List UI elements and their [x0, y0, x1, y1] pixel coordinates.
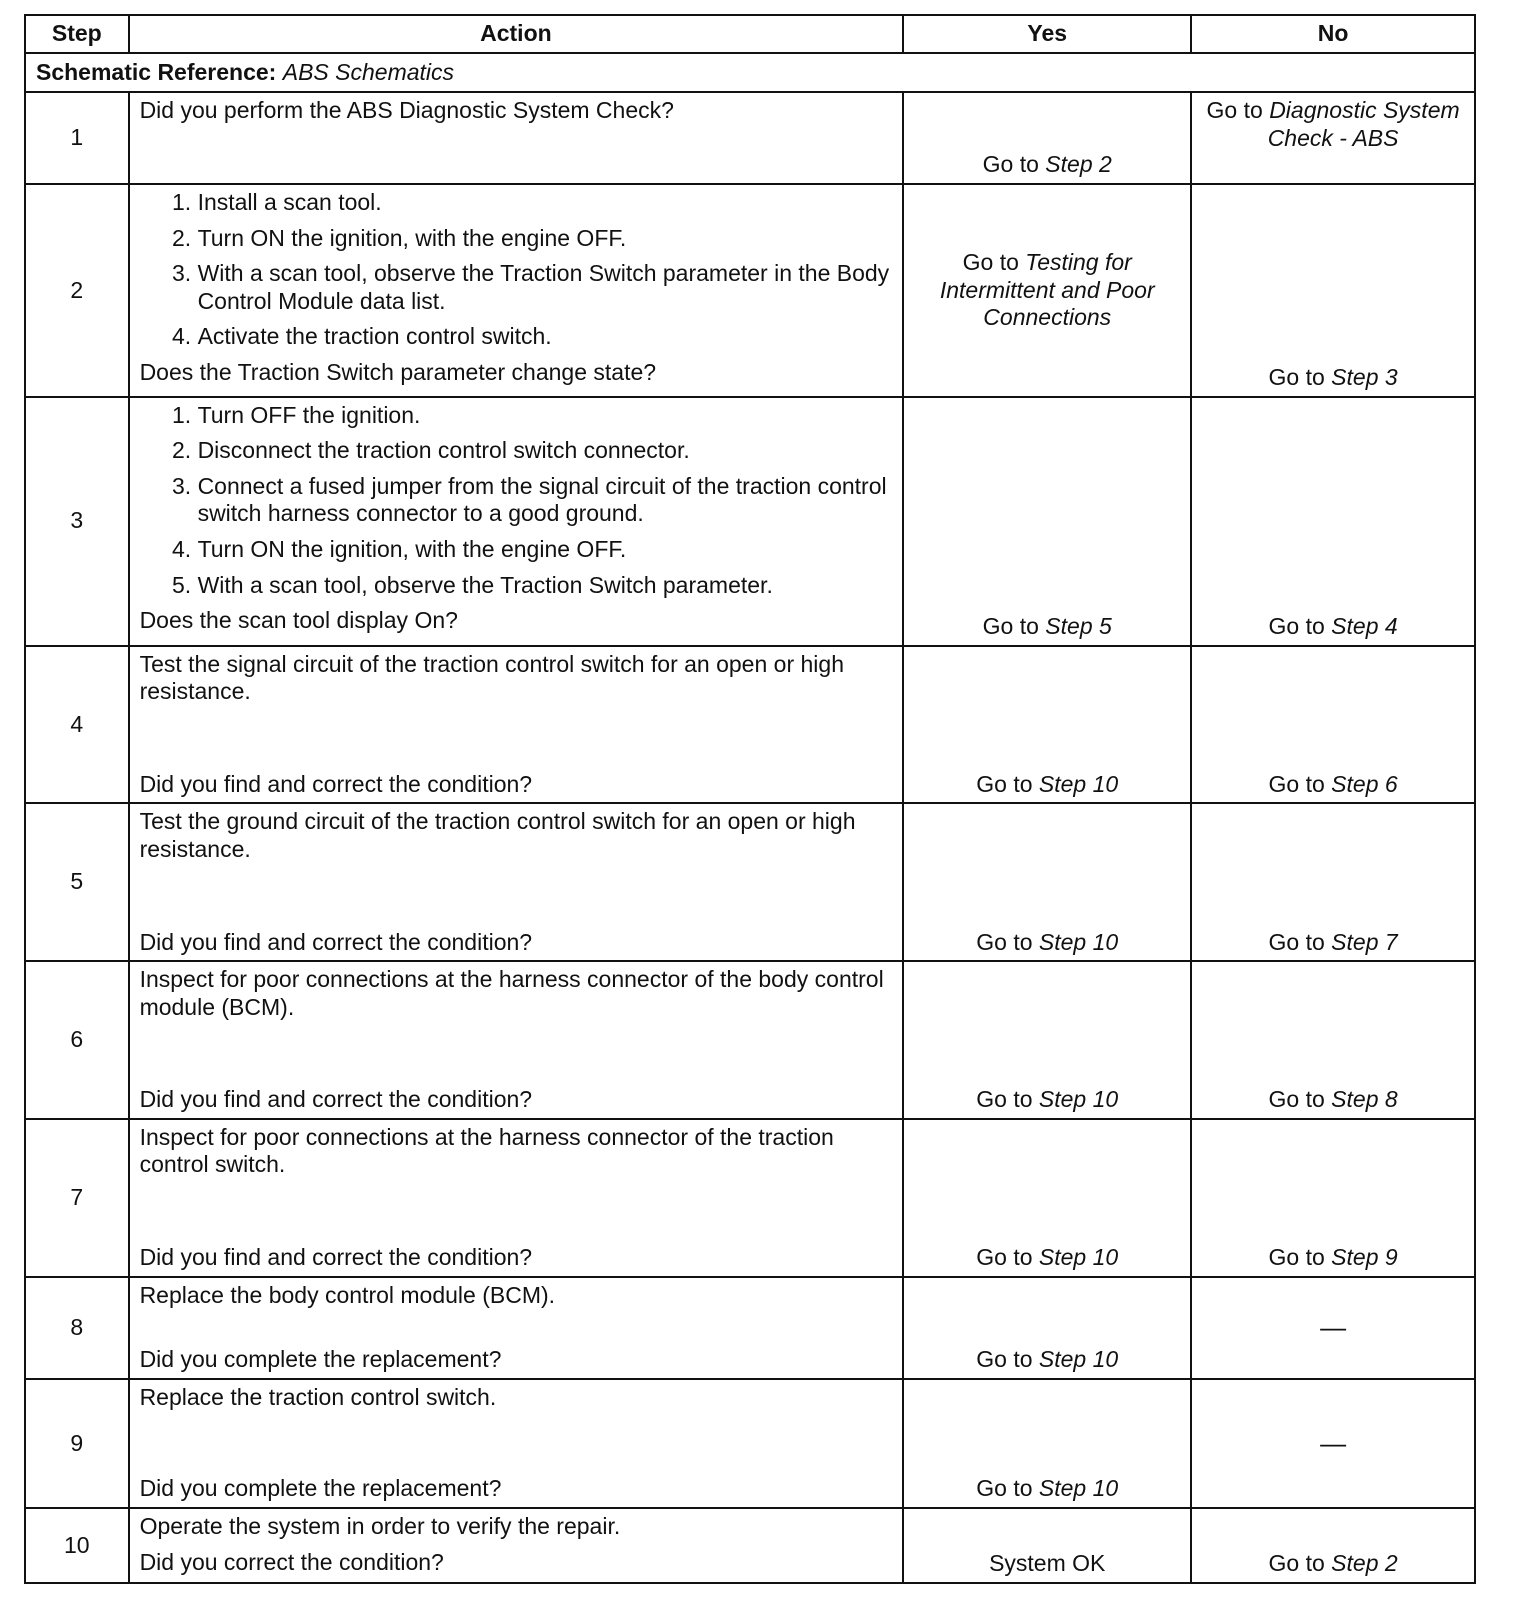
no-cell — [1191, 397, 1475, 646]
schematic-reference-row — [25, 53, 1475, 92]
no-cell — [1191, 646, 1475, 804]
action-cell — [129, 961, 904, 1119]
action-description: Replace the body control module (BCM). — [139, 1281, 556, 1308]
step-number: 1 — [25, 92, 129, 184]
action-description: Inspect for poor connections at the harness connector of the body control module (BCM). — [139, 966, 884, 1020]
header-yes: Yes — [903, 15, 1191, 53]
no-target: Step 9 — [1331, 1243, 1398, 1270]
action-cell — [129, 646, 904, 804]
step-number: 9 — [25, 1379, 129, 1508]
go-to-text: Go to — [1268, 613, 1325, 640]
substep: 3. With a scan tool, observe the Traction Switch parameter in the Body Control Module data list. — [198, 260, 893, 315]
go-to-text: Go to — [982, 151, 1039, 178]
go-to-text: Go to — [1268, 928, 1325, 955]
step-number: 10 — [25, 1508, 129, 1583]
action-question: Did you find and correct the condition? — [139, 928, 533, 955]
yes-target: Step 10 — [1038, 1475, 1119, 1502]
go-to-text: Go to — [976, 1086, 1033, 1113]
action-description: Operate the system in order to verify the repair. — [139, 1512, 621, 1539]
action-cell — [129, 1277, 904, 1379]
go-to-text: Go to — [976, 1243, 1033, 1270]
table-row — [25, 1119, 1475, 1277]
action-question: Did you correct the condition? — [139, 1548, 444, 1575]
go-to-text: Go to — [1268, 770, 1325, 797]
step-number: 6 — [25, 961, 129, 1119]
diagnostic-table — [24, 14, 1476, 1584]
action-description: Did you perform the ABS Diagnostic System Check? — [139, 96, 674, 123]
yes-target: Step 10 — [1038, 1243, 1119, 1270]
yes-target: Testing for Intermittent and Poor Connections — [939, 248, 1155, 331]
action-cell — [129, 184, 904, 397]
no-dash: — — [1191, 1277, 1475, 1379]
yes-cell — [903, 803, 1191, 961]
no-target: Step 6 — [1331, 770, 1398, 797]
go-to-text: Go to — [1268, 1550, 1325, 1577]
no-target: Step 2 — [1331, 1550, 1398, 1577]
header-row — [25, 15, 1475, 53]
action-question: Did you find and correct the condition? — [139, 1086, 533, 1113]
action-cell — [129, 92, 904, 184]
step-number: 7 — [25, 1119, 129, 1277]
action-description: Test the signal circuit of the traction control switch for an open or high resistance. — [139, 650, 844, 705]
table-row — [25, 1277, 1475, 1379]
no-cell — [1191, 92, 1475, 184]
no-target: Diagnostic System Check - ABS — [1267, 96, 1460, 151]
go-to-text: Go to — [1206, 96, 1263, 123]
action-question: Did you find and correct the condition? — [139, 770, 533, 797]
table-row — [25, 646, 1475, 804]
action-question: Did you complete the replacement? — [139, 1346, 502, 1373]
header-no: No — [1191, 15, 1475, 53]
go-to-text: Go to — [982, 613, 1039, 640]
table-row — [25, 803, 1475, 961]
schematic-reference-label: Schematic Reference: — [36, 58, 277, 85]
yes-cell — [903, 646, 1191, 804]
table-row — [25, 92, 1475, 184]
action-cell — [129, 397, 904, 646]
schematic-reference — [25, 53, 1475, 92]
table-row — [25, 961, 1475, 1119]
yes-cell — [903, 397, 1191, 646]
no-cell — [1191, 961, 1475, 1119]
table-row — [25, 397, 1475, 646]
substep: 1. Install a scan tool. — [198, 189, 893, 217]
yes-cell — [903, 1119, 1191, 1277]
yes-target: Step 10 — [1038, 928, 1119, 955]
yes-target: Step 10 — [1038, 1346, 1119, 1373]
action-description: Test the ground circuit of the traction control switch for an open or high resistance. — [139, 808, 856, 862]
substep: 3. Connect a fused jumper from the signal circuit of the traction control switch harness connector to a good ground. — [198, 473, 893, 528]
step-number: 3 — [25, 397, 129, 646]
go-to-text: Go to — [1268, 364, 1325, 391]
table-row — [25, 1379, 1475, 1508]
step-number: 4 — [25, 646, 129, 804]
no-target: Step 7 — [1331, 928, 1398, 955]
no-cell — [1191, 184, 1475, 397]
yes-target: Step 5 — [1045, 613, 1112, 640]
action-description: Replace the traction control switch. — [139, 1383, 497, 1410]
substep: 4. Turn ON the ignition, with the engine OFF. — [198, 536, 893, 564]
substep: 5. With a scan tool, observe the Traction Switch parameter. — [198, 572, 893, 600]
go-to-text: Go to — [976, 770, 1033, 797]
go-to-text: Go to — [962, 248, 1019, 275]
header-step: Step — [25, 15, 129, 53]
action-cell — [129, 1119, 904, 1277]
go-to-text: Go to — [976, 928, 1033, 955]
action-cell — [129, 1508, 904, 1583]
table-row — [25, 1508, 1475, 1583]
step-number: 5 — [25, 803, 129, 961]
no-target: Step 4 — [1331, 613, 1398, 640]
no-cell — [1191, 803, 1475, 961]
go-to-text: Go to — [976, 1346, 1033, 1373]
action-question: Does the Traction Switch parameter change state? — [139, 359, 657, 386]
no-cell — [1191, 1119, 1475, 1277]
yes-cell — [903, 961, 1191, 1119]
substep: 2. Turn ON the ignition, with the engine OFF. — [198, 225, 893, 253]
step-number: 8 — [25, 1277, 129, 1379]
no-target: Step 3 — [1331, 364, 1398, 391]
action-cell — [129, 803, 904, 961]
go-to-text: Go to — [1268, 1243, 1325, 1270]
yes-cell — [903, 184, 1191, 397]
substep-list — [140, 189, 893, 351]
action-description: Inspect for poor connections at the harness connector of the traction control switch. — [139, 1123, 834, 1178]
action-question: Did you find and correct the condition? — [139, 1243, 533, 1270]
substep: 1. Turn OFF the ignition. — [198, 402, 893, 430]
action-question: Does the scan tool display On? — [139, 607, 458, 634]
no-dash: — — [1191, 1379, 1475, 1508]
action-question: Did you complete the replacement? — [139, 1475, 502, 1502]
yes-target: Step 10 — [1038, 1086, 1119, 1113]
substep-list — [140, 402, 893, 600]
no-target: Step 8 — [1331, 1086, 1398, 1113]
yes-cell — [903, 1277, 1191, 1379]
yes-cell — [903, 92, 1191, 184]
yes-target: Step 10 — [1038, 770, 1119, 797]
step-number: 2 — [25, 184, 129, 397]
substep: 2. Disconnect the traction control switch connector. — [198, 437, 893, 465]
yes-cell — [903, 1379, 1191, 1508]
action-cell — [129, 1379, 904, 1508]
go-to-text: Go to — [976, 1475, 1033, 1502]
substep: 4. Activate the traction control switch. — [198, 323, 893, 351]
yes-target: Step 2 — [1045, 151, 1112, 178]
yes-cell: System OK — [903, 1508, 1191, 1583]
schematic-reference-value: ABS Schematics — [282, 58, 455, 85]
table-row — [25, 184, 1475, 397]
header-action: Action — [129, 15, 904, 53]
go-to-text: Go to — [1268, 1086, 1325, 1113]
no-cell — [1191, 1508, 1475, 1583]
